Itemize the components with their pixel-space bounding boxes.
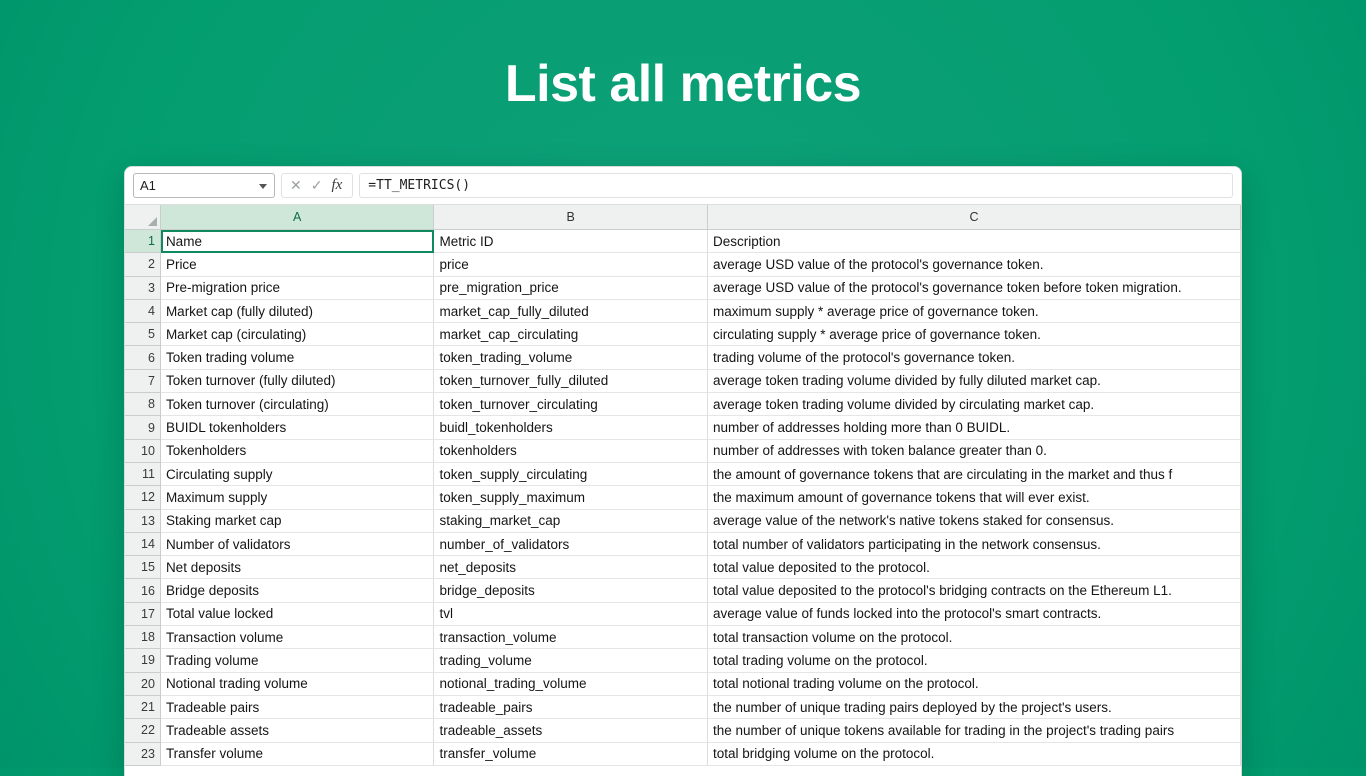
cell-A20[interactable]: Notional trading volume [161,673,435,696]
close-icon[interactable]: ✕ [290,177,302,193]
cell-C17[interactable]: average value of funds locked into the protocol's smart contracts. [708,603,1241,626]
row-header[interactable]: 5 [125,323,161,346]
cell-C16[interactable]: total value deposited to the protocol's bridging contracts on the Ethereum L1. [708,579,1241,602]
table-row[interactable] [125,579,1241,602]
cell-C20[interactable]: total notional trading volume on the protocol. [708,673,1241,696]
column-header-a[interactable]: A [161,205,435,230]
table-row[interactable] [125,323,1241,346]
name-box-value: A1 [140,178,156,193]
row-header[interactable]: 4 [125,300,161,323]
cell-A16[interactable]: Bridge deposits [161,579,435,602]
table-row[interactable] [125,533,1241,556]
cell-C4[interactable]: maximum supply * average price of governance token. [708,300,1241,323]
column-header-b[interactable]: B [434,205,708,230]
cell-B16[interactable]: bridge_deposits [434,579,708,602]
table-row[interactable] [125,463,1241,486]
cell-B19[interactable]: trading_volume [434,649,708,672]
cell-A15[interactable]: Net deposits [161,556,435,579]
cell-A12[interactable]: Maximum supply [161,486,435,509]
cell-A2[interactable]: Price [161,253,435,276]
cell-C6[interactable]: trading volume of the protocol's governance token. [708,346,1241,369]
cell-B22[interactable]: tradeable_assets [434,719,708,742]
cell-C13[interactable]: average value of the network's native tokens staked for consensus. [708,510,1241,533]
cell-A7[interactable]: Token turnover (fully diluted) [161,370,435,393]
cell-B23[interactable]: transfer_volume [434,743,708,766]
cell-A17[interactable]: Total value locked [161,603,435,626]
row-header[interactable]: 3 [125,277,161,300]
cell-B17[interactable]: tvl [434,603,708,626]
cell-B21[interactable]: tradeable_pairs [434,696,708,719]
row-header[interactable]: 13 [125,510,161,533]
cell-A23[interactable]: Transfer volume [161,743,435,766]
cell-B15[interactable]: net_deposits [434,556,708,579]
row-header[interactable]: 22 [125,719,161,742]
cell-B2[interactable]: price [434,253,708,276]
table-row[interactable] [125,696,1241,719]
cell-C15[interactable]: total value deposited to the protocol. [708,556,1241,579]
table-row[interactable] [125,346,1241,369]
table-row[interactable] [125,626,1241,649]
table-row[interactable] [125,603,1241,626]
page-title: List all metrics [504,55,862,113]
cell-C21[interactable]: the number of unique trading pairs deployed by the project's users. [708,696,1241,719]
row-header[interactable]: 8 [125,393,161,416]
cell-C19[interactable]: total trading volume on the protocol. [708,649,1241,672]
formula-actions [281,173,353,198]
cell-A6[interactable]: Token trading volume [161,346,435,369]
chevron-down-icon[interactable] [259,184,267,189]
cell-A9[interactable]: BUIDL tokenholders [161,416,435,439]
cell-C12[interactable]: the maximum amount of governance tokens that will ever exist. [708,486,1241,509]
cell-A22[interactable]: Tradeable assets [161,719,435,742]
cell-C18[interactable]: total transaction volume on the protocol. [708,626,1241,649]
row-header[interactable]: 14 [125,533,161,556]
cell-B8[interactable]: token_turnover_circulating [434,393,708,416]
formula-bar [125,167,1241,205]
cell-B3[interactable]: pre_migration_price [434,277,708,300]
cell-C11[interactable]: the amount of governance tokens that are circulating in the market and thus f [708,463,1241,486]
cell-C7[interactable]: average token trading volume divided by fully diluted market cap. [708,370,1241,393]
row-header[interactable]: 2 [125,253,161,276]
row-header[interactable]: 11 [125,463,161,486]
table-row[interactable] [125,277,1241,300]
row-header[interactable]: 17 [125,603,161,626]
table-row[interactable] [125,743,1241,766]
cell-C10[interactable]: number of addresses with token balance greater than 0. [708,440,1241,463]
spreadsheet-window [124,166,1242,776]
table-row[interactable] [125,300,1241,323]
cell-C1[interactable]: Description [708,230,1241,253]
table-row[interactable] [125,673,1241,696]
cell-A1[interactable]: Name [161,230,435,253]
fx-icon[interactable]: fx [331,177,343,193]
cell-C3[interactable]: average USD value of the protocol's governance token before token migration. [708,277,1241,300]
cell-B13[interactable]: staking_market_cap [434,510,708,533]
cell-B6[interactable]: token_trading_volume [434,346,708,369]
row-header[interactable]: 21 [125,696,161,719]
cell-A3[interactable]: Pre-migration price [161,277,435,300]
select-all-corner[interactable] [125,205,161,230]
row-header[interactable]: 23 [125,743,161,766]
cell-A18[interactable]: Transaction volume [161,626,435,649]
cell-C8[interactable]: average token trading volume divided by circulating market cap. [708,393,1241,416]
cell-C14[interactable]: total number of validators participating in the network consensus. [708,533,1241,556]
row-header[interactable]: 10 [125,440,161,463]
cell-B12[interactable]: token_supply_maximum [434,486,708,509]
table-row[interactable] [125,719,1241,742]
cell-A10[interactable]: Tokenholders [161,440,435,463]
table-row[interactable] [125,230,1241,253]
triangle-icon [148,217,157,226]
row-header[interactable]: 9 [125,416,161,439]
table-row[interactable] [125,253,1241,276]
cell-A5[interactable]: Market cap (circulating) [161,323,435,346]
cell-B10[interactable]: tokenholders [434,440,708,463]
table-row[interactable] [125,649,1241,672]
table-row[interactable] [125,556,1241,579]
name-box[interactable] [133,173,275,198]
cell-C9[interactable]: number of addresses holding more than 0 BUIDL. [708,416,1241,439]
table-row[interactable] [125,486,1241,509]
table-row[interactable] [125,416,1241,439]
table-row[interactable] [125,510,1241,533]
row-header[interactable]: 16 [125,579,161,602]
row-header[interactable]: 15 [125,556,161,579]
cell-B1[interactable]: Metric ID [434,230,708,253]
cell-C23[interactable]: total bridging volume on the protocol. [708,743,1241,766]
cell-A4[interactable]: Market cap (fully diluted) [161,300,435,323]
row-header[interactable]: 1 [125,230,161,253]
cell-C5[interactable]: circulating supply * average price of governance token. [708,323,1241,346]
row-header[interactable]: 20 [125,673,161,696]
check-icon[interactable]: ✓ [310,177,323,193]
spreadsheet-grid[interactable] [125,205,1241,766]
cell-C2[interactable]: average USD value of the protocol's governance token. [708,253,1241,276]
cell-B18[interactable]: transaction_volume [434,626,708,649]
row-header[interactable]: 7 [125,370,161,393]
cell-B4[interactable]: market_cap_fully_diluted [434,300,708,323]
cell-A14[interactable]: Number of validators [161,533,435,556]
table-row[interactable] [125,393,1241,416]
formula-input-value: =TT_METRICS() [368,178,471,193]
column-header-row [125,205,1241,230]
cell-B11[interactable]: token_supply_circulating [434,463,708,486]
cell-A8[interactable]: Token turnover (circulating) [161,393,435,416]
cell-C22[interactable]: the number of unique tokens available for trading in the project's trading pairs [708,719,1241,742]
cell-A19[interactable]: Trading volume [161,649,435,672]
formula-input[interactable] [359,173,1233,198]
row-header[interactable]: 18 [125,626,161,649]
cell-A13[interactable]: Staking market cap [161,510,435,533]
column-header-c[interactable]: C [708,205,1241,230]
cell-B7[interactable]: token_turnover_fully_diluted [434,370,708,393]
row-header[interactable]: 19 [125,649,161,672]
table-row[interactable] [125,440,1241,463]
row-header[interactable]: 6 [125,346,161,369]
cell-B20[interactable]: notional_trading_volume [434,673,708,696]
cell-A21[interactable]: Tradeable pairs [161,696,435,719]
cell-B9[interactable]: buidl_tokenholders [434,416,708,439]
table-row[interactable] [125,370,1241,393]
cell-B14[interactable]: number_of_validators [434,533,708,556]
cell-B5[interactable]: market_cap_circulating [434,323,708,346]
cell-A11[interactable]: Circulating supply [161,463,435,486]
row-header[interactable]: 12 [125,486,161,509]
